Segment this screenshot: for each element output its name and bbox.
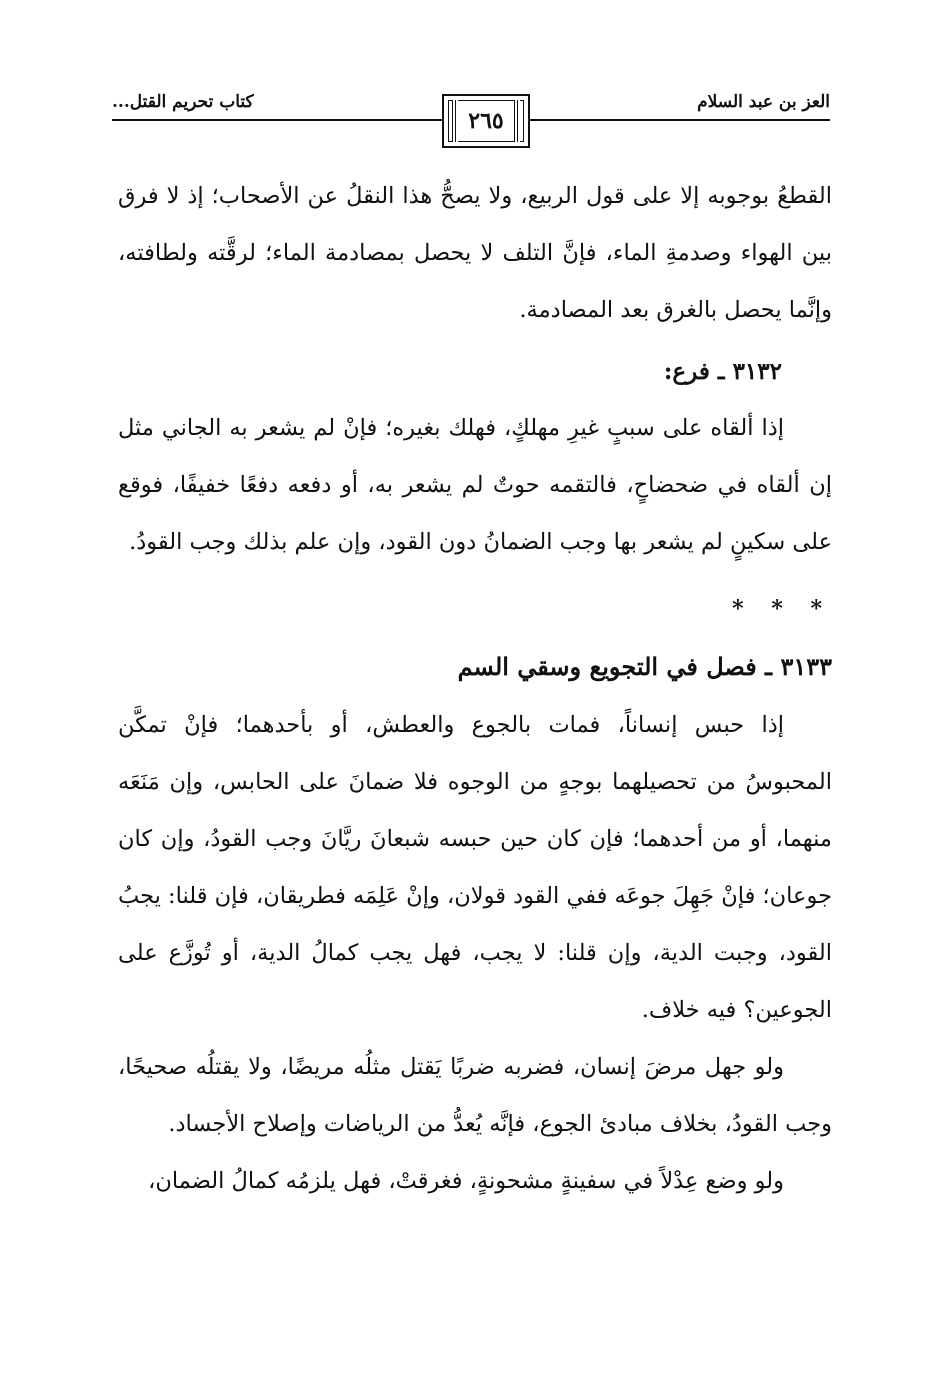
branch-heading: ٣١٣٢ ـ فرع:	[663, 358, 782, 385]
section-separator: * * *	[732, 596, 832, 622]
paragraph-starvation: إذا حبس إنساناً، فمات بالجوع والعطش، أو بأحدهما؛ فإنْ تمكَّن المحبوسُ من تحصيلهما بوجهٍ من الوجوه فلا ضمانَ على الحابس، وإن مَنَعَه منهما، أو من أحدهما؛ فإن كان حين حبسه شبعانَ ريَّانَ وجب القودُ، وإن كان جوعان؛ فإنْ جَهِلَ جوعَه ففي القود قولان، وإنْ عَلِمَه فطريقان، فإن قلنا: يجبُ القود، وجبت الدية، وإن قلنا: لا يجب، فهل يجب كمالُ الدية، أو تُوزَّع على الجوعين؟ فيه خلاف.	[118, 712, 832, 1023]
paragraph-branch: إذا ألقاه على سببٍ غيرِ مهلكٍ، فهلك بغيره؛ فإنْ لم يشعر به الجاني مثل إن ألقاه في ضحضاحٍ، فالتقمه حوتٌ لم يشعر به، أو دفعه دفعًا خفيفًا، فوقع على سكينٍ لم يشعر بها وجب الضمانُ دون القود، وإن علم بذلك وجب القودُ.	[118, 415, 832, 555]
page-body	[118, 168, 832, 1210]
paragraph-continuation: القطعُ بوجوبه إلا على قول الربيع، ولا يصحُّ هذا النقلُ عن الأصحاب؛ إذ لا فرق بين الهواء وصدمةِ الماء، فإنَّ التلف لا يحصل بمصادمة الماء؛ لرقَّته ولطافته، وإنَّما يحصل بالغرق بعد المصادمة.	[118, 183, 832, 323]
page-number: ٢٦٥	[468, 108, 504, 134]
running-head-author: العز بن عبد السلام	[697, 92, 830, 112]
running-head-book: كتاب تحريم القتل...	[112, 92, 254, 112]
paragraph-ship: ولو وضع عِدْلاً في سفينةٍ مشحونةٍ، فغرقتْ، فهل يلزمُه كمالُ الضمان،	[148, 1168, 784, 1194]
section-heading: ٣١٣٣ ـ فصل في التجويع وسقي السم	[457, 652, 832, 681]
page-header	[112, 92, 830, 152]
paragraph-illness: ولو جهل مرضَ إنسان، فضربه ضربًا يَقتل مثلُه مريضًا، ولا يقتلُه صحيحًا، وجب القودُ، بخلاف مبادئ الجوع، فإنَّه يُعدُّ من الرياضات وإصلاح الأجساد.	[118, 1054, 832, 1137]
page-number-frame	[442, 94, 530, 148]
